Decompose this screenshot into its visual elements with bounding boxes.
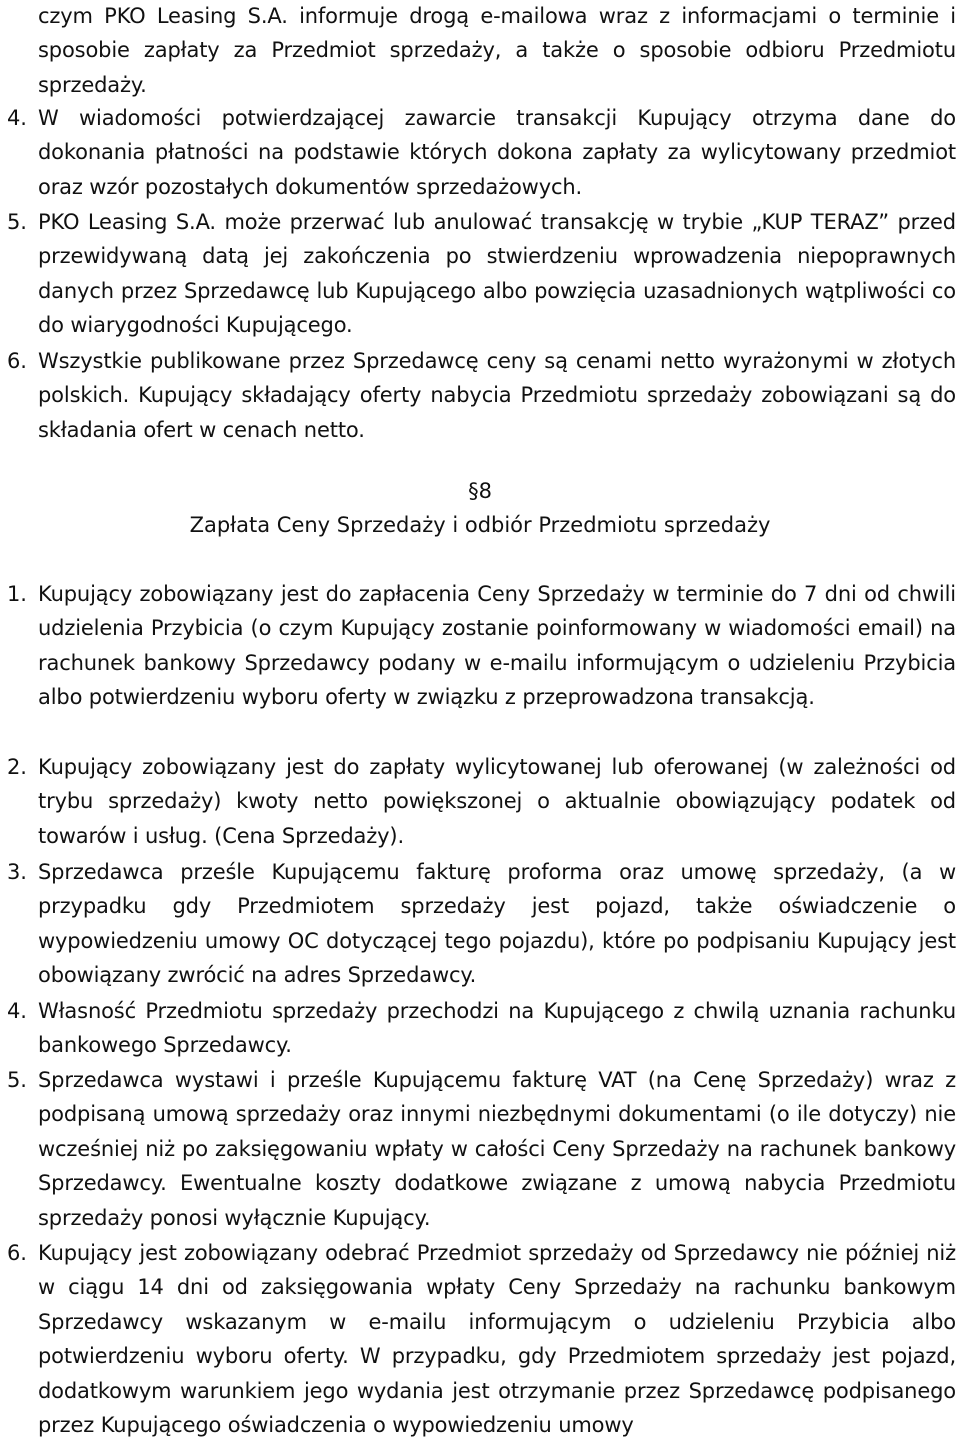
section-7-item-4: [7, 101, 956, 204]
item-text: Własność Przedmiotu sprzedaży przechodzi na Kupującego z chwilą uznania rachunku bankowego Sprzedawcy.: [38, 999, 956, 1058]
item-number: 4.: [7, 106, 27, 130]
item-text: Sprzedawca wystawi i prześle Kupującemu fakturę VAT (na Cenę Sprzedaży) wraz z podpisaną umową sprzedaży oraz innymi niezbędnymi dokumentami (o ile dotyczy) nie wcześniej niż po zaksięgowaniu wpłaty w całości Ceny Sprzedaży na rachunek bankowy Sprzedawcy. Ewentualne koszty dodatkowe związane z umową nabycia Przedmiotu sprzedaży ponosi wyłącznie Kupujący.: [38, 1068, 956, 1230]
item-text: W wiadomości potwierdzającej zawarcie transakcji Kupujący otrzyma dane do dokonania płatności na podstawie których dokona zapłaty za wylicytowany przedmiot oraz wzór pozostałych dokumentów sprzedażowych.: [38, 106, 956, 199]
section-8-item-6: [7, 1236, 956, 1442]
item-number: 1.: [7, 582, 27, 606]
section-7-item-6: [7, 344, 956, 447]
section-8-item-4: [7, 994, 956, 1063]
intro-continuation-paragraph: czym PKO Leasing S.A. informuje drogą e-mailowa wraz z informacjami o terminie i sposobie zapłaty za Przedmiot sprzedaży, a także o sposobie odbioru Przedmiotu sprzedaży.: [38, 4, 956, 97]
item-number: 6.: [7, 349, 27, 373]
item-text: Kupujący zobowiązany jest do zapłaty wylicytowanej lub oferowanej (w zależności od trybu sprzedaży) kwoty netto powiększonej o aktualnie obowiązujący podatek od towarów i usług. (Cena Sprzedaży).: [38, 755, 956, 848]
section-7-item-5: [7, 205, 956, 343]
item-text: Kupujący zobowiązany jest do zapłacenia Ceny Sprzedaży w terminie do 7 dni od chwili udzielenia Przybicia (o czym Kupujący zostanie poinformowany w wiadomości email) na rachunek bankowy Sprzedawcy podany w e-mailu informującym o udzieleniu Przybicia albo potwierdzeniu wyboru oferty w związku z przeprowadzona transakcją.: [38, 582, 956, 710]
item-number: 2.: [7, 755, 27, 779]
section-8-symbol: §8: [468, 479, 492, 503]
section-8-item-2: [7, 750, 956, 853]
section-8-item-1: [7, 577, 956, 715]
section-8-title: Zapłata Ceny Sprzedaży i odbiór Przedmiotu sprzedaży: [189, 513, 771, 537]
item-text: Sprzedawca prześle Kupującemu fakturę proforma oraz umowę sprzedaży, (a w przypadku gdy Przedmiotem sprzedaży jest pojazd, także oświadczenie o wypowiedzeniu umowy OC dotyczącej tego pojazdu), które po podpisaniu Kupujący jest obowiązany zwrócić na adres Sprzedawcy.: [38, 860, 956, 988]
item-number: 3.: [7, 860, 27, 884]
section-8-item-3: [7, 855, 956, 993]
item-number: 5.: [7, 1068, 27, 1092]
item-number: 6.: [7, 1241, 27, 1265]
item-number: 4.: [7, 999, 27, 1023]
item-text: Wszystkie publikowane przez Sprzedawcę ceny są cenami netto wyrażonymi w złotych polskich. Kupujący składający oferty nabycia Przedmiotu sprzedaży zobowiązani są do składania ofert w cenach netto.: [38, 349, 956, 442]
item-text: PKO Leasing S.A. może przerwać lub anulować transakcję w trybie „KUP TERAZ” przed przewidywaną datą jej zakończenia po stwierdzeniu wprowadzenia niepoprawnych danych przez Sprzedawcę lub Kupującego albo powzięcia uzasadnionych wątpliwości co do wiarygodności Kupującego.: [38, 210, 956, 338]
section-8-item-5: [7, 1063, 956, 1235]
item-text: Kupujący jest zobowiązany odebrać Przedmiot sprzedaży od Sprzedawcy nie później niż w ciągu 14 dni od zaksięgowania wpłaty Ceny Sprzedaży na rachunku bankowym Sprzedawcy wskazanym w e-mailu informującym o udzieleniu Przybicia albo potwierdzeniu wyboru oferty. W przypadku, gdy Przedmiotem sprzedaży jest pojazd, dodatkowym warunkiem jego wydania jest otrzymanie przez Sprzedawcę podpisanego przez Kupującego oświadczenia o wypowiedzeniu umowy: [38, 1241, 956, 1438]
item-number: 5.: [7, 210, 27, 234]
